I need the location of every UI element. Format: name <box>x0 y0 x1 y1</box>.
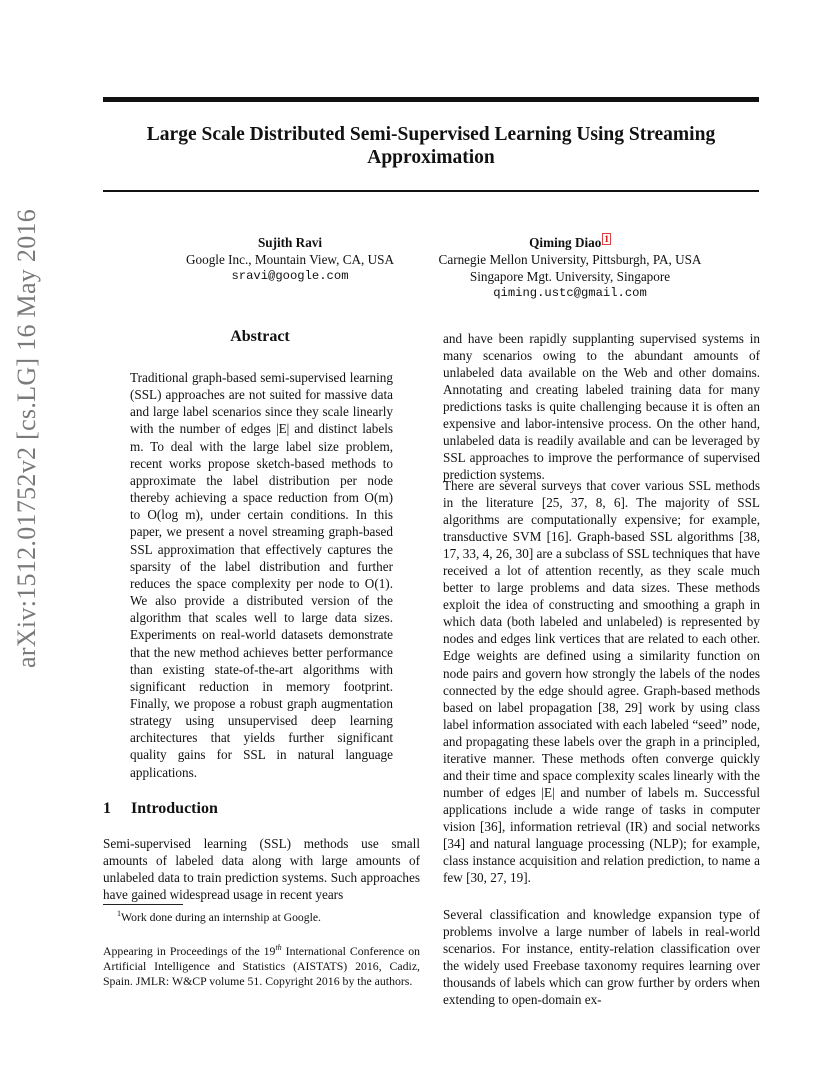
right-column-paragraph-3: Several classification and knowledge expansion type of problems involve a large number of labels in real-world scenarios. For instance, entity-relation classification over the widely used Freebase taxonomy requires learning over thousands of labels which can grow further by orders when extending to open-domain ex- <box>443 907 760 1008</box>
author-name: Qiming Diao <box>529 235 602 250</box>
author-affiliation: Carnegie Mellon University, Pittsburgh, PA, USA <box>438 252 702 267</box>
footnote-link[interactable]: 1 <box>604 233 609 244</box>
arxiv-identifier: arXiv:1512.01752v2 [cs.LG] 16 May 2016 <box>12 208 41 668</box>
author-block-1 <box>166 234 414 285</box>
author-email: sravi@google.com <box>231 269 349 283</box>
author-email: qiming.ustc@gmail.com <box>493 286 647 300</box>
title-bottom-rule <box>103 190 759 192</box>
footnote <box>117 909 321 924</box>
footnote-text: Work done during an internship at Google. <box>121 910 321 924</box>
paper-title: Large Scale Distributed Semi-Supervised Learning Using Streaming Approximation <box>146 124 716 168</box>
author-block-2 <box>420 234 720 302</box>
section-heading <box>103 800 218 818</box>
abstract-text: Traditional graph-based semi-supervised learning (SSL) approaches are not suited for massive data and large label scenarios since they scale linearly with the number of edges |E| and distinct labels m. To deal with the large label size problem, recent works propose sketch-based methods to approximate the label distribution per node thereby achieving a space reduction from O(m) to O(log m), under certain conditions. In this paper, we present a novel streaming graph-based SSL approximation that effectively captures the sparsity of the label distribution and further reduces the space complexity per node to O(1). We also provide a distributed version of the algorithm that scales well to large data sizes. Experiments on real-world datasets demonstrate that the new method achieves better performance than existing state-of-the-art algorithms with significant reduction in memory footprint. Finally, we propose a robust graph augmentation strategy using unsupervised deep learning architectures that yields further significant quality gains for SSL in natural language applications. <box>130 370 393 780</box>
proceedings-note <box>103 940 420 990</box>
section-title: Introduction <box>131 800 218 817</box>
right-column-paragraph-2: There are several surveys that cover various SSL methods in the literature [25, 37, 8, 6]. The majority of SSL algorithms are computationally expensive; for example, transductive SVM [16]. Graph-based SSL algorithms [38, 17, 33, 4, 26, 30] are a subclass of SSL techniques that have received a lot of attention recently, as they scale much better to large problems and data sizes. These methods exploit the idea of constructing and smoothing a graph in which data (both labeled and unlabeled) is represented by nodes and edges link vertices that are related to each other. Edge weights are defined using a similarity function on node pairs and govern how strongly the labels of the nodes connected by the edge should agree. Graph-based methods based on label propagation [38, 29] work by using class label information associated with each labeled “seed” node, and propagating these labels over the graph in a principled, iterative manner. These methods often converge quickly and their time and space complexity scales linearly with the number of edges |E| and number of labels m. Successful applications include a wide range of tasks in computer vision [36], information retrieval (IR) and social networks [34] and natural language processing (NLP); for example, class instance acquisition and relation prediction, to name a few [30, 27, 19]. <box>443 478 760 886</box>
introduction-text: Semi-supervised learning (SSL) methods use small amounts of labeled data along with large amounts of unlabeled data to train prediction systems. Such approaches have gained widespread usage in recent years <box>103 836 420 903</box>
author-affiliation-2: Singapore Mgt. University, Singapore <box>469 269 671 284</box>
footnote-rule <box>103 904 183 905</box>
right-column-paragraph-1: and have been rapidly supplanting supervised systems in many scenarios owing to the abundant amounts of unlabeled data available on the Web and other domains. Annotating and creating labeled training data for many predictions tasks is quite challenging because it is often an expensive and labor-intensive process. On the other hand, unlabeled data is readily available and can be leveraged by SSL approaches to improve the performance of supervised prediction systems. <box>443 331 760 483</box>
abstract-heading: Abstract <box>230 328 290 345</box>
author-affiliation: Google Inc., Mountain View, CA, USA <box>186 252 394 267</box>
proceedings-sup: th <box>275 943 282 952</box>
proceedings-after: International Conference on Artificial Intelligence and Statistics (AISTATS) 2016, Cadiz, Spain. JMLR: W&CP volume 51. Copyright 2016 by the authors. <box>103 943 420 989</box>
top-rule <box>103 97 759 102</box>
proceedings-before: Appearing in Proceedings of the 19 <box>103 943 276 958</box>
footnote-mark: 1 <box>117 909 121 918</box>
author-name: Sujith Ravi <box>257 235 323 250</box>
section-number: 1 <box>103 800 111 817</box>
